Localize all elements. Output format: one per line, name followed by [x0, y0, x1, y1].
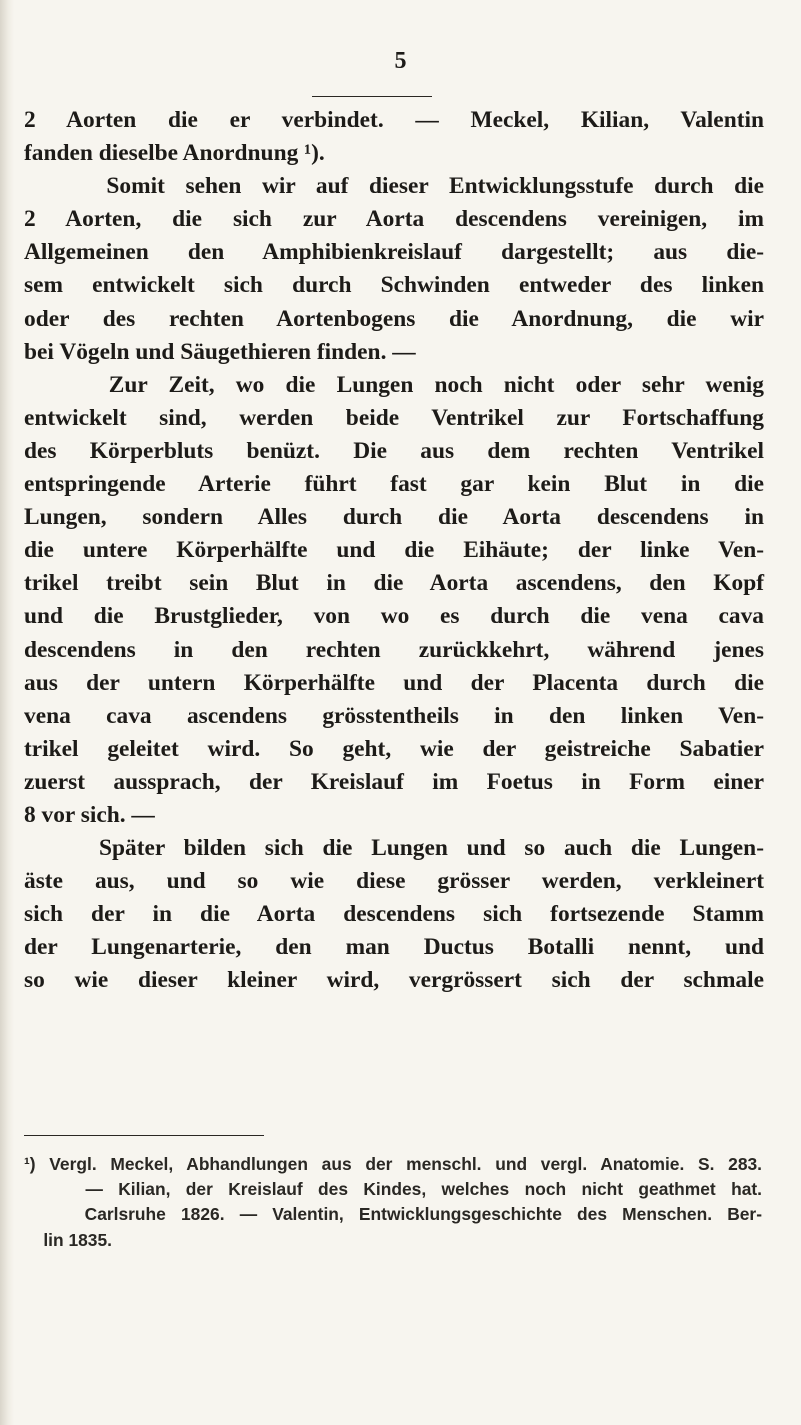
text-line: zuerst aussprach, der Kreislauf im Foetus in Form einer	[24, 768, 764, 795]
text-line: und die Brustglieder, von wo es durch die vena cava	[24, 603, 764, 630]
text-line: des Körperbluts benüzt. Die aus dem rechten Ventrikel	[24, 437, 764, 464]
text-line: 2 Aorten, die sich zur Aorta descendens vereinigen, im	[24, 206, 764, 233]
text-line: entspringende Arterie führt fast gar kein Blut in die	[24, 471, 764, 498]
text-line: vena cava ascendens grösstentheils in den linken Ven-	[24, 702, 764, 729]
text-line: fanden dieselbe Anordnung ¹).	[24, 140, 325, 167]
footnote-line: lin 1835.	[24, 1229, 112, 1250]
text-line: die untere Körperhälfte und die Eihäute; der linke Ven-	[24, 537, 764, 564]
text-line: sem entwickelt sich durch Schwinden entweder des linken	[24, 272, 764, 299]
binding-edge	[0, 0, 14, 1425]
text-line: äste aus, und so wie diese grösser werden, verkleinert	[24, 868, 764, 895]
text-line: so wie dieser kleiner wird, vergrössert sich der schmale	[24, 967, 764, 994]
footnote-line: ¹) Vergl. Meckel, Abhandlungen aus der menschl. und vergl. Anatomie. S. 283.	[24, 1154, 762, 1174]
text-line: oder des rechten Aortenbogens die Anordnung, die wir	[24, 305, 764, 332]
text-line: Später bilden sich die Lungen und so auch die Lungen-	[24, 835, 764, 862]
text-line: sich der in die Aorta descendens sich fortsezende Stamm	[24, 901, 764, 928]
text-line: descendens in den rechten zurückkehrt, während jenes	[24, 636, 764, 663]
header-rule	[312, 96, 432, 97]
page-number: 5	[394, 48, 407, 74]
text-line: Allgemeinen den Amphibienkreislauf dargestellt; aus die-	[24, 239, 764, 266]
body-text	[24, 104, 764, 998]
text-line: Zur Zeit, wo die Lungen noch nicht oder sehr wenig	[24, 371, 764, 398]
text-line: trikel treibt sein Blut in die Aorta ascendens, den Kopf	[24, 570, 764, 597]
text-line: Somit sehen wir auf dieser Entwicklungsstufe durch die	[24, 173, 764, 200]
text-line: 2 Aorten die er verbindet. — Meckel, Kilian, Valentin	[24, 107, 764, 133]
text-line: aus der untern Körperhälfte und der Placenta durch die	[24, 669, 764, 696]
text-line: entwickelt sind, werden beide Ventrikel zur Fortschaffung	[24, 404, 764, 431]
text-line: der Lungenarterie, den man Ductus Botalli nennt, und	[24, 934, 764, 961]
footnote	[24, 1152, 762, 1253]
text-line: 8 vor sich. —	[24, 801, 155, 828]
footnote-rule	[24, 1135, 264, 1136]
footnote-line: — Kilian, der Kreislauf des Kindes, welches noch nicht geathmet hat.	[24, 1179, 762, 1200]
text-line: trikel geleitet wird. So geht, wie der geistreiche Sabatier	[24, 735, 764, 762]
text-line: bei Vögeln und Säugethieren finden. —	[24, 338, 416, 365]
text-line: Lungen, sondern Alles durch die Aorta descendens in	[24, 504, 764, 531]
footnote-line: Carlsruhe 1826. — Valentin, Entwicklungsgeschichte des Menschen. Ber-	[24, 1204, 762, 1225]
